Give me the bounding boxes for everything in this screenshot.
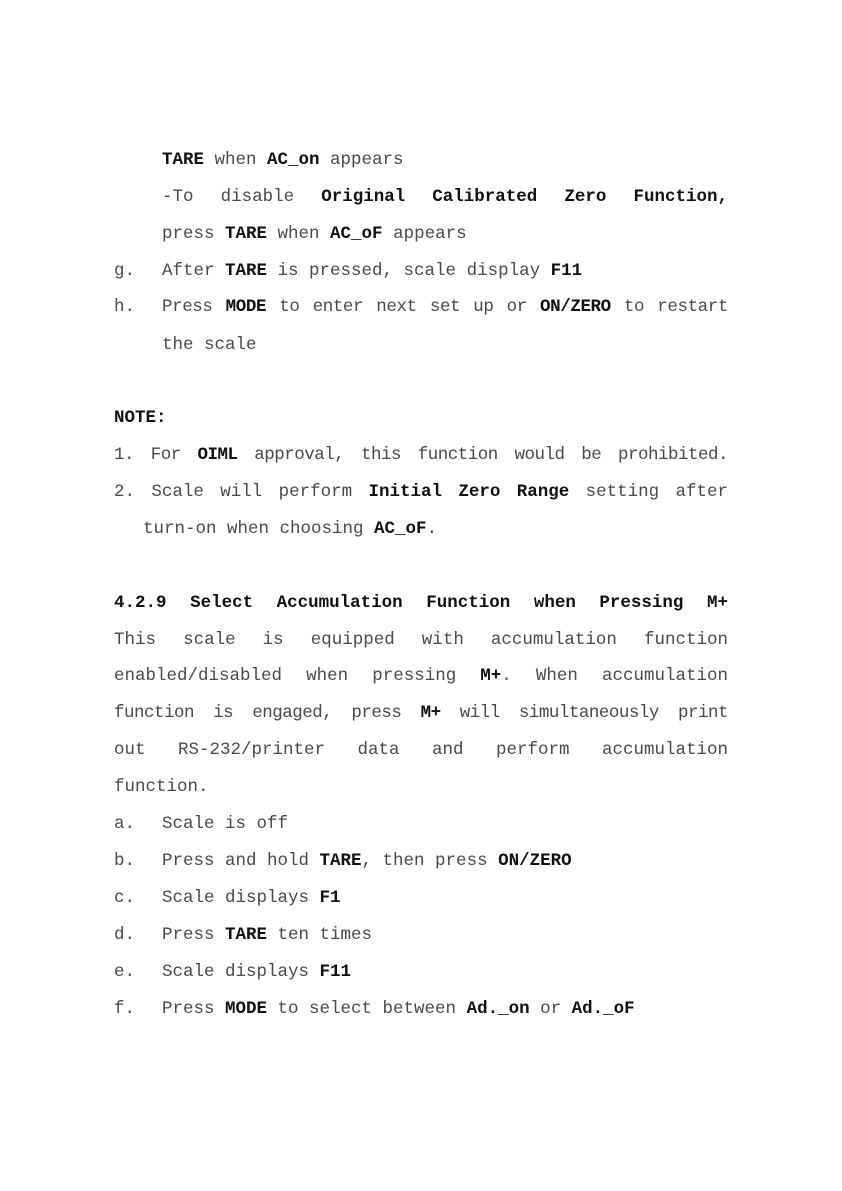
section-para-line-3: function is engaged, press M+ will simultaneously print: [114, 703, 729, 723]
step-h-cont: the scale: [162, 335, 257, 355]
step-marker-d: d.: [114, 925, 136, 945]
step-marker-h: h.: [114, 297, 136, 317]
step-d-text: Press TARE ten times: [162, 925, 373, 945]
step-marker-f: f.: [114, 999, 136, 1019]
section-para-line-5: function.: [114, 777, 209, 797]
cont-line-3: press TARE when AC_oF appears: [162, 224, 467, 244]
section-heading: 4.2.9 Select Accumulation Function when Pressing M+: [114, 593, 728, 613]
step-c-text: Scale displays F1: [162, 888, 341, 908]
step-e-text: Scale displays F11: [162, 962, 352, 982]
cont-line-1: TARE when AC_on appears: [162, 150, 404, 170]
note-item-2-cont: turn-on when choosing AC_oF.: [143, 519, 438, 539]
step-marker-c: c.: [114, 888, 136, 908]
step-b-text: Press and hold TARE, then press ON/ZERO: [162, 851, 572, 871]
note-item-1: 1. For OIML approval, this function would be prohibited.: [114, 445, 728, 465]
step-marker-g: g.: [114, 261, 136, 281]
cont-line-2: -To disable Original Calibrated Zero Function,: [162, 187, 728, 207]
section-para-line-1: This scale is equipped with accumulation function: [114, 630, 728, 650]
step-f-text: Press MODE to select between Ad._on or Ad._oF: [162, 999, 635, 1019]
note-heading: NOTE:: [114, 408, 167, 428]
step-g-text: After TARE is pressed, scale display F11: [162, 261, 583, 281]
section-para-line-2: enabled/disabled when pressing M+. When accumulation: [114, 666, 728, 686]
note-item-2: 2. Scale will perform Initial Zero Range setting after: [114, 482, 728, 502]
step-a-text: Scale is off: [162, 814, 289, 834]
section-para-line-4: out RS-232/printer data and perform accumulation: [114, 740, 728, 760]
step-marker-b: b.: [114, 851, 136, 871]
step-marker-a: a.: [114, 814, 136, 834]
step-h-text: Press MODE to enter next set up or ON/ZERO to restart: [162, 297, 728, 317]
step-marker-e: e.: [114, 962, 136, 982]
